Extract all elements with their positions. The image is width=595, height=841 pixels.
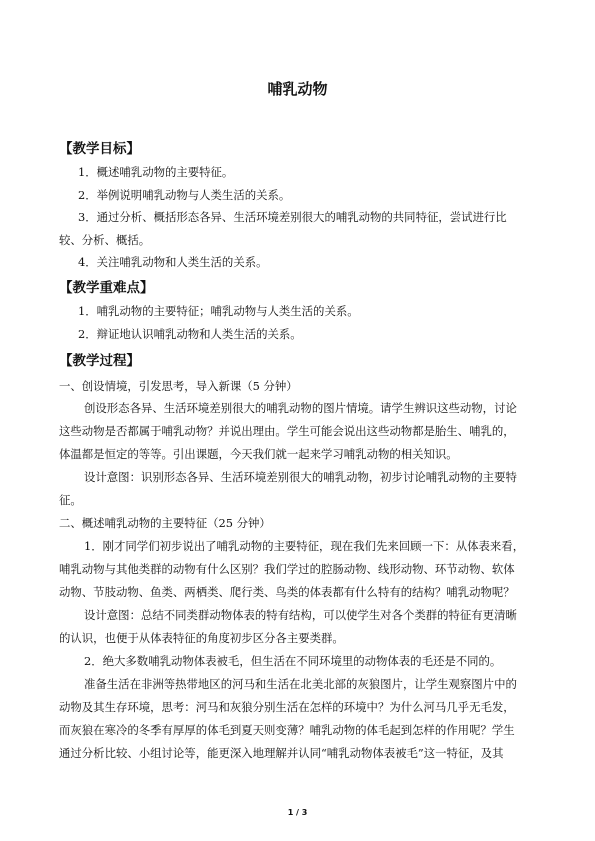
process-subheading: 一、创设情境，引发思考，导入新课（5 分钟）	[59, 379, 298, 393]
key-point-item: 2．辩证地认识哺乳动物和人类生活的关系。	[78, 327, 302, 341]
process-paragraph-line: 的认识，也便于从体表特征的角度初步区分各主要类群。	[59, 631, 344, 645]
process-paragraph-line: 哺乳动物与其他类群的动物有什么区别？我们学过的腔肠动物、线形动物、环节动物、软体	[59, 562, 515, 576]
process-paragraph-line: 设计意图：识别形态各异、生活环境差别很大的哺乳动物，初步讨论哺乳动物的主要特	[84, 470, 517, 484]
process-paragraph-line: 动物、节肢动物、鱼类、两栖类、爬行类、鸟类的体表都有什么特有的结构？哺乳动物呢？	[59, 585, 515, 599]
process-paragraph-line: 通过分析比较、小组讨论等，能更深入地理解并认同“哺乳动物体表被毛”这一特征，及其	[59, 746, 504, 760]
goal-item: 4．关注哺乳动物和人类生活的关系。	[78, 255, 268, 269]
process-paragraph-line: 而灰狼在寒冷的冬季有厚厚的体毛到夏天则变薄？哺乳动物的体毛起到怎样的作用呢？学生	[59, 723, 515, 737]
goal-item-continued: 较、分析、概括。	[59, 233, 151, 247]
goals-heading: 【教学目标】	[59, 141, 140, 157]
key-point-item: 1．哺乳动物的主要特征；哺乳动物与人类生活的关系。	[78, 304, 359, 318]
process-heading: 【教学过程】	[59, 353, 140, 369]
key-points-heading: 【教学重难点】	[59, 280, 154, 296]
process-paragraph-line: 这些动物是否都属于哺乳动物？并说出理由。学生可能会说出这些动物都是胎生、哺乳的，	[59, 424, 515, 438]
goal-item: 1．概述哺乳动物的主要特征。	[78, 165, 234, 179]
page-number: 1 / 3	[287, 808, 308, 817]
process-paragraph-line: 1．刚才同学们初步说出了哺乳动物的主要特征，现在我们先来回顾一下：从体表来看，	[84, 539, 525, 553]
process-subheading: 二、概述哺乳动物的主要特征（25 分钟）	[59, 516, 271, 530]
process-paragraph-line: 征。	[59, 493, 82, 507]
goal-item: 2．举例说明哺乳动物与人类生活的关系。	[78, 188, 291, 202]
page-title: 哺乳动物	[267, 80, 328, 98]
process-paragraph-line: 设计意图：总结不同类群动物体表的特有结构，可以使学生对各个类群的特征有更清晰	[84, 608, 517, 622]
process-paragraph-line: 创设形态各异、生活环境差别很大的哺乳动物的图片情境。请学生辨识这些动物，讨论	[84, 401, 517, 415]
process-paragraph-line: 体温都是恒定的等等。引出课题，今天我们就一起来学习哺乳动物的相关知识。	[59, 447, 458, 461]
process-paragraph-line: 准备生活在非洲等热带地区的河马和生活在北美北部的灰狼图片，让学生观察图片中的	[84, 677, 517, 691]
goal-item: 3．通过分析、概括形态各异、生活环境差别很大的哺乳动物的共同特征，尝试进行比	[78, 210, 507, 224]
process-paragraph-line: 动物及其生存环境，思考：河马和灰狼分别生活在怎样的环境中？为什么河马几乎无毛发，	[59, 700, 515, 714]
process-paragraph-line: 2．绝大多数哺乳动物体表被毛，但生活在不同环境里的动物体表的毛还是不同的。	[84, 654, 502, 668]
